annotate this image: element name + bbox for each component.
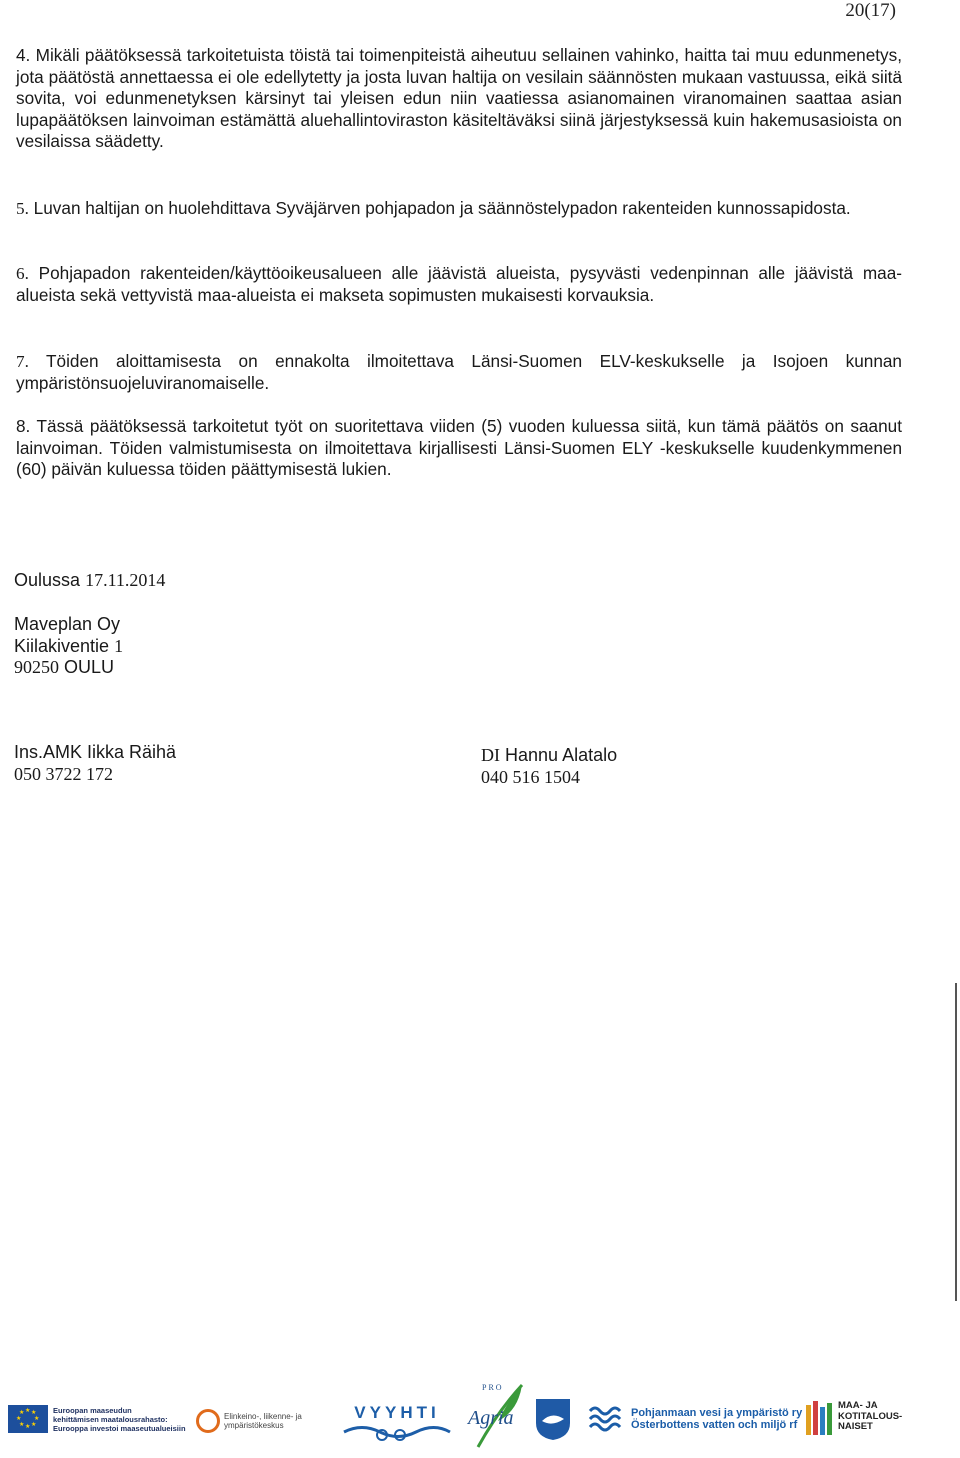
paragraph-8 — [16, 416, 902, 481]
eu-logo: ★ ★ ★ ★ ★ ★ ★ ★ Euroopan maaseudun kehittämisen maatalousrahasto: Eurooppa investoi maaseutualueisiin — [8, 1405, 186, 1433]
company-address — [14, 614, 123, 679]
maa-ja-kotitalousnaiset-logo: MAA- JA KOTITALOUS- NAISET — [804, 1397, 902, 1437]
eu-flag-icon: ★ ★ ★ ★ ★ ★ ★ ★ — [8, 1405, 48, 1433]
vyyhti-logo: VYYHTI — [342, 1403, 452, 1441]
paragraph-text: Mikäli päätöksessä tarkoitetuista töistä tai toimenpiteistä aiheutuu sellainen vahinko, haitta tai muu edunmenetys, jota päätöstä annettaessa ei ole edellytetty ja josta luvan haltija on vesilain säännösten mukaan vastuussa, eikä siitä sovita, voi edunmenetyksen kärsinyt tai yleisen edun niin vaatiessa asianomainen viranomainen saattaa asian lupapäätöksen lainvoiman estämättä aluehallintoviraston käsiteltäväksi siinä järjestyksessä kuin hakemusasioista on vesilaissa säädetty. — [16, 45, 902, 152]
pohjanmaan-vesi-logo: Pohjanmaan vesi ja ympäristö ry Österbottens vatten och miljö rf — [588, 1405, 802, 1433]
ely-swirl-icon — [196, 1409, 220, 1433]
paragraph-5 — [16, 198, 902, 220]
paragraph-6 — [16, 263, 902, 306]
paragraph-7 — [16, 351, 902, 394]
signer-1 — [14, 742, 176, 785]
company-postal: 90250 OULU — [14, 657, 115, 677]
paragraph-number: 4. — [16, 45, 31, 65]
footer-logos — [0, 1375, 960, 1455]
paragraph-text: Töiden aloittamisesta on ennakolta ilmoitettava Länsi-Suomen ELV-keskukselle ja Isojoen kunnan ympäristönsuojeluviranomaiselle. — [16, 351, 902, 393]
page-number: 20(17) — [845, 0, 896, 21]
waves-icon — [588, 1405, 626, 1433]
paragraph-number: 8. — [16, 416, 31, 436]
paragraph-number: 5. — [16, 199, 29, 218]
company-name: Maveplan Oy — [14, 614, 121, 634]
date: 17.11.2014 — [85, 570, 166, 590]
paragraph-text: Luvan haltijan on huolehdittava Syväjärven pohjapadon ja säännöstelypadon rakenteiden kunnossapidosta. — [33, 198, 851, 218]
paragraph-4 — [16, 45, 902, 153]
signer-name: Ins.AMK Iikka Räihä — [14, 742, 177, 762]
municipality-shield — [534, 1397, 572, 1441]
fish-shield-icon — [534, 1397, 572, 1441]
paragraph-number: 6. — [16, 264, 29, 283]
signer-name: DI Hannu Alatalo — [481, 745, 618, 765]
signer-2 — [481, 745, 617, 788]
place: Oulussa — [14, 570, 81, 590]
figures-icon — [804, 1397, 834, 1437]
company-street: Kiilakiventie 1 — [14, 635, 124, 656]
place-date — [14, 570, 165, 592]
paragraph-text: Pohjapadon rakenteiden/käyttöoikeusalueen alle jäävistä alueista, pysyvästi vedenpinnan alle jäävistä maa-alueista sekä vettyvistä maa-alueista ei makseta sopimusten mukaisesti korvauksia. — [16, 263, 903, 305]
paragraph-text: Tässä päätöksessä tarkoitetut työt on suoritettava viiden (5) vuoden kuluessa siitä, kun tämä päätös on saanut lainvoiman. Töiden valmistumisesta on ilmoitettava kirjallisesti Länsi-Suomen ELY -keskukselle kuudenkymmenen (60) päivän kuluessa töiden päättymisestä lukien. — [16, 416, 902, 480]
margin-line — [955, 983, 957, 1301]
ely-logo: Elinkeino-, liikenne- ja ympäristökeskus — [196, 1409, 302, 1433]
signer-phone: 050 3722 172 — [14, 763, 113, 784]
paragraph-number: 7. — [16, 352, 29, 371]
pro-agria-logo: PRO Agria — [468, 1381, 528, 1451]
signer-phone: 040 516 1504 — [481, 766, 580, 787]
wave-icon — [342, 1423, 452, 1441]
